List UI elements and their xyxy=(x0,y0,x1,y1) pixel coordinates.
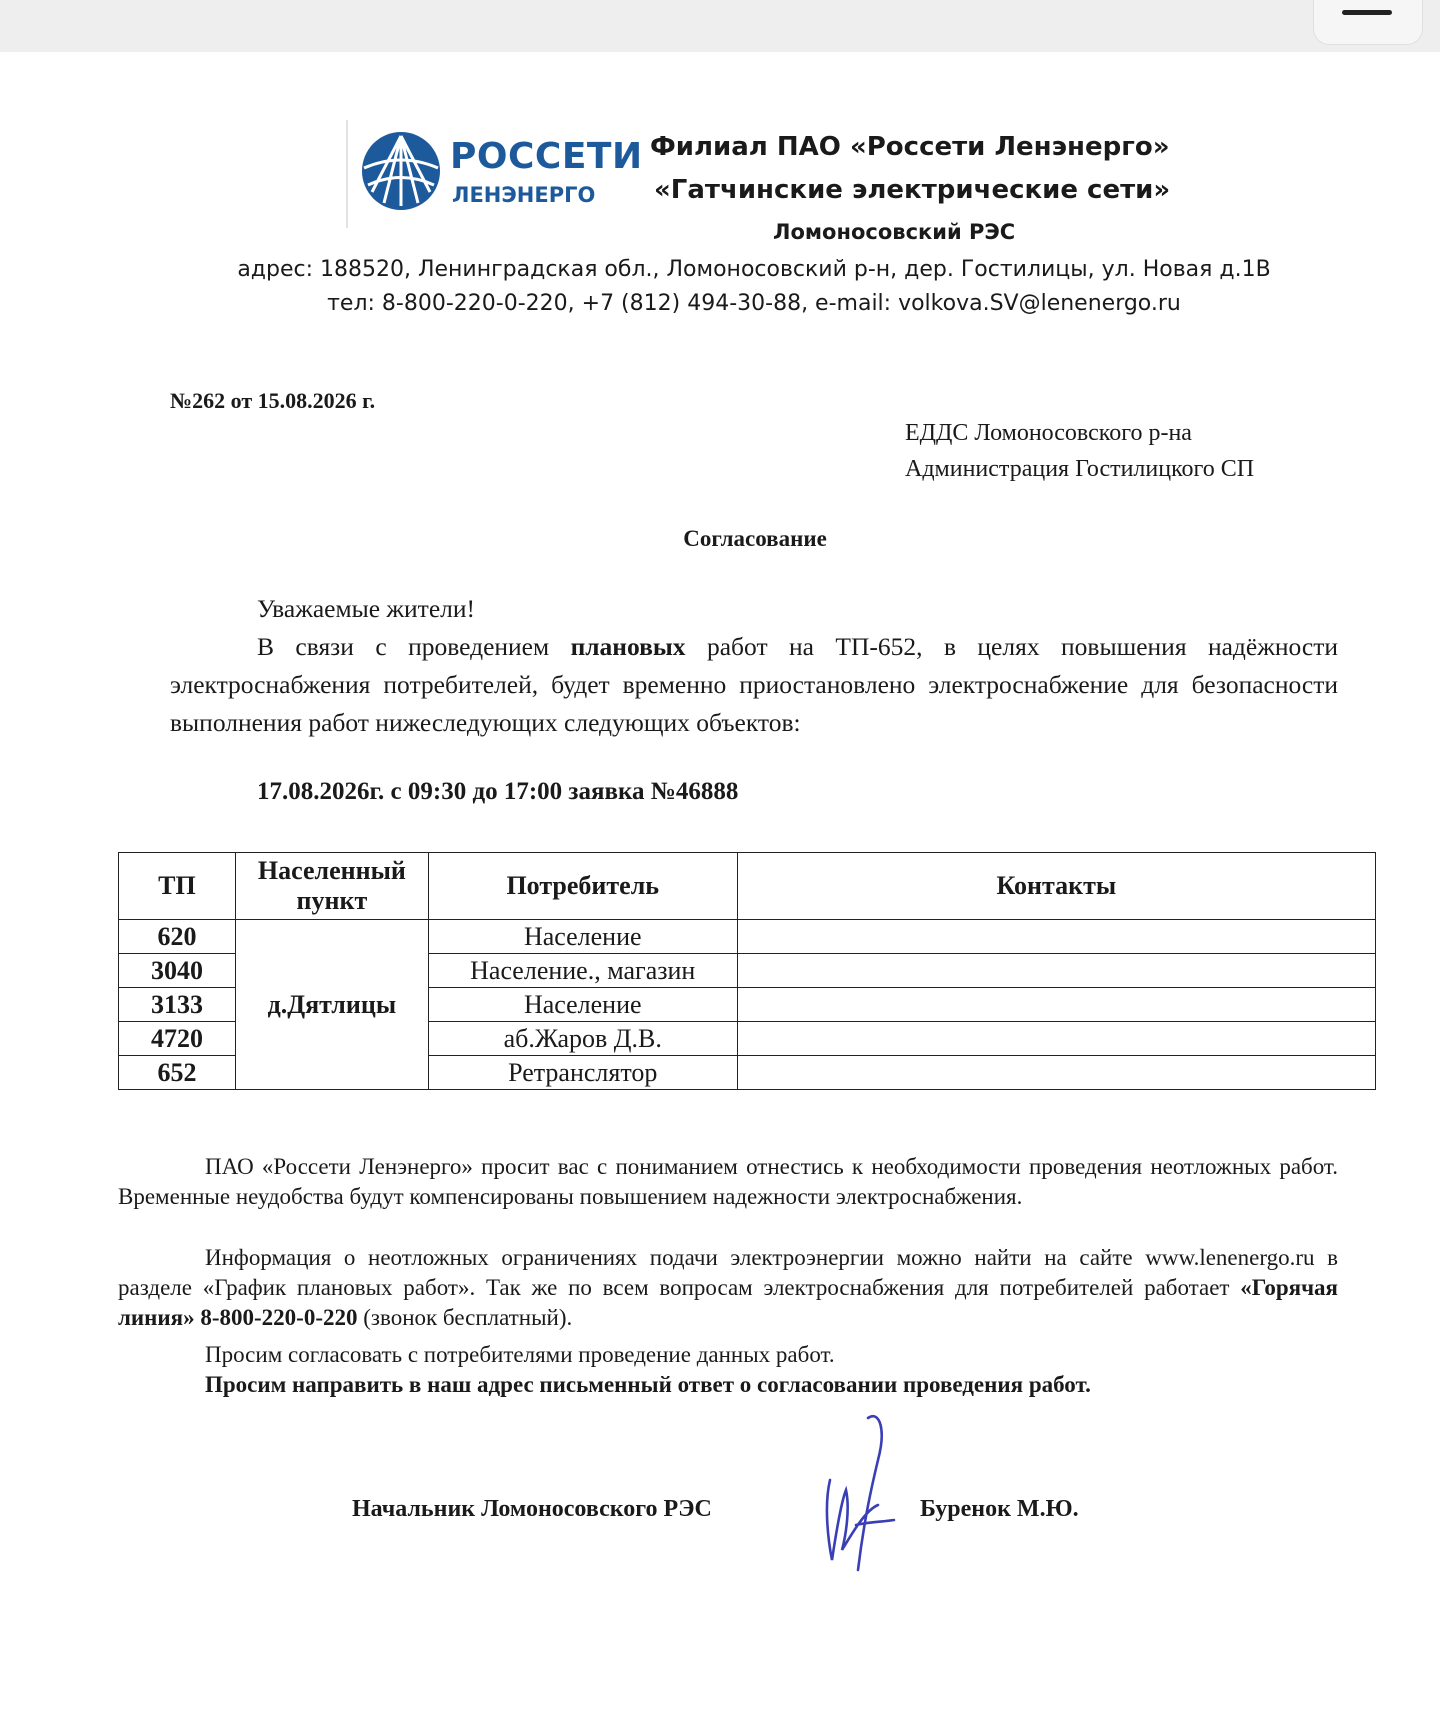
signatory-role: Начальник Ломоносовского РЭС xyxy=(352,1496,712,1522)
tp-cell: 620 xyxy=(119,920,236,954)
rosseti-logo-icon xyxy=(360,130,442,212)
intro-paragraph xyxy=(170,628,1338,742)
org-unit: Ломоносовский РЭС xyxy=(773,220,1016,244)
table-header-row xyxy=(119,853,1376,920)
table-row xyxy=(119,920,1376,954)
settlement-cell: д.Дятлицы xyxy=(235,920,428,1090)
intro-text: работ на ТП-652, в целях повышения надёжности электроснабжения потребителей, будет временно приостановлено электроснабжение для безопасности выполнения работ нижеследующих следующих объектов: xyxy=(170,632,1338,737)
tp-cell: 652 xyxy=(119,1056,236,1090)
footer-text: Информация о неотложных ограничениях подачи электроэнергии можно найти на сайте www.lenenergo.ru в разделе «График плановых работ». Так же по всем вопросам электроснабжения для потребителей работает xyxy=(118,1245,1338,1300)
column-header: Потребитель xyxy=(428,853,737,920)
greeting: Уважаемые жители! xyxy=(257,594,476,623)
document-number: №262 от 15.08.2026 г. xyxy=(170,388,376,413)
logo-subtitle: ЛЕНЭНЕРГО xyxy=(452,183,596,207)
schedule-line: 17.08.2026г. с 09:30 до 17:00 заявка №46888 xyxy=(257,778,739,805)
contacts-cell xyxy=(737,920,1375,954)
logo-wordmark: РОССЕТИ xyxy=(450,136,643,177)
org-address: адрес: 188520, Ленинградская обл., Ломоносовский р-н, дер. Гостилицы, ул. Новая д.1В xyxy=(237,257,1271,282)
footer-paragraph: ПАО «Россети Ленэнерго» просит вас с пониманием отнестись к необходимости проведения неотложных работ. Временные неудобства будут компенсированы повышением надежности электроснабжения. xyxy=(118,1154,1338,1209)
column-header: ТП xyxy=(119,853,236,920)
menu-button[interactable] xyxy=(1313,0,1423,45)
column-header: Контакты xyxy=(737,853,1375,920)
intro-emphasis: плановых xyxy=(570,632,686,661)
column-header: Населенный пункт xyxy=(235,853,428,920)
signatory-name: Буренок М.Ю. xyxy=(920,1496,1079,1522)
footer-paragraph xyxy=(118,1243,1338,1333)
addressee-line: Администрация Гостилицкого СП xyxy=(905,456,1255,482)
contacts-cell xyxy=(737,988,1375,1022)
handwritten-signature xyxy=(820,1410,920,1580)
tp-cell: 3040 xyxy=(119,954,236,988)
hotline-text: «Горячая линия» 8-800-220-0-220 xyxy=(118,1275,1338,1330)
outage-table xyxy=(118,852,1376,1090)
consumer-cell: аб.Жаров Д.В. xyxy=(428,1022,737,1056)
footer-paragraph: Просим согласовать с потребителями проведение данных работ. xyxy=(205,1342,835,1367)
consumer-cell: Население., магазин xyxy=(428,954,737,988)
contacts-cell xyxy=(737,954,1375,988)
tp-cell: 3133 xyxy=(119,988,236,1022)
intro-text: В связи с проведением xyxy=(257,632,571,661)
addressee-line: ЕДДС Ломоносовского р-на xyxy=(905,420,1192,446)
consumer-cell: Население xyxy=(428,988,737,1022)
footer-request: Просим направить в наш адрес письменный ответ о согласовании проведения работ. xyxy=(205,1372,1091,1397)
tp-cell: 4720 xyxy=(119,1022,236,1056)
org-contacts: тел: 8-800-220-0-220, +7 (812) 494-30-88, e-mail: volkova.SV@lenenergo.ru xyxy=(327,291,1181,316)
org-name: Филиал ПАО «Россети Ленэнерго» xyxy=(650,132,1170,162)
contacts-cell xyxy=(737,1022,1375,1056)
hamburger-icon xyxy=(1342,10,1392,15)
contacts-cell xyxy=(737,1056,1375,1090)
consumer-cell: Ретранслятор xyxy=(428,1056,737,1090)
viewer-top-bar xyxy=(0,0,1440,52)
consumer-cell: Население xyxy=(428,920,737,954)
footer-text: (звонок бесплатный). xyxy=(357,1305,573,1330)
logo-divider xyxy=(346,120,348,228)
org-branch: «Гатчинские электрические сети» xyxy=(654,175,1171,205)
document-title: Согласование xyxy=(683,526,827,551)
